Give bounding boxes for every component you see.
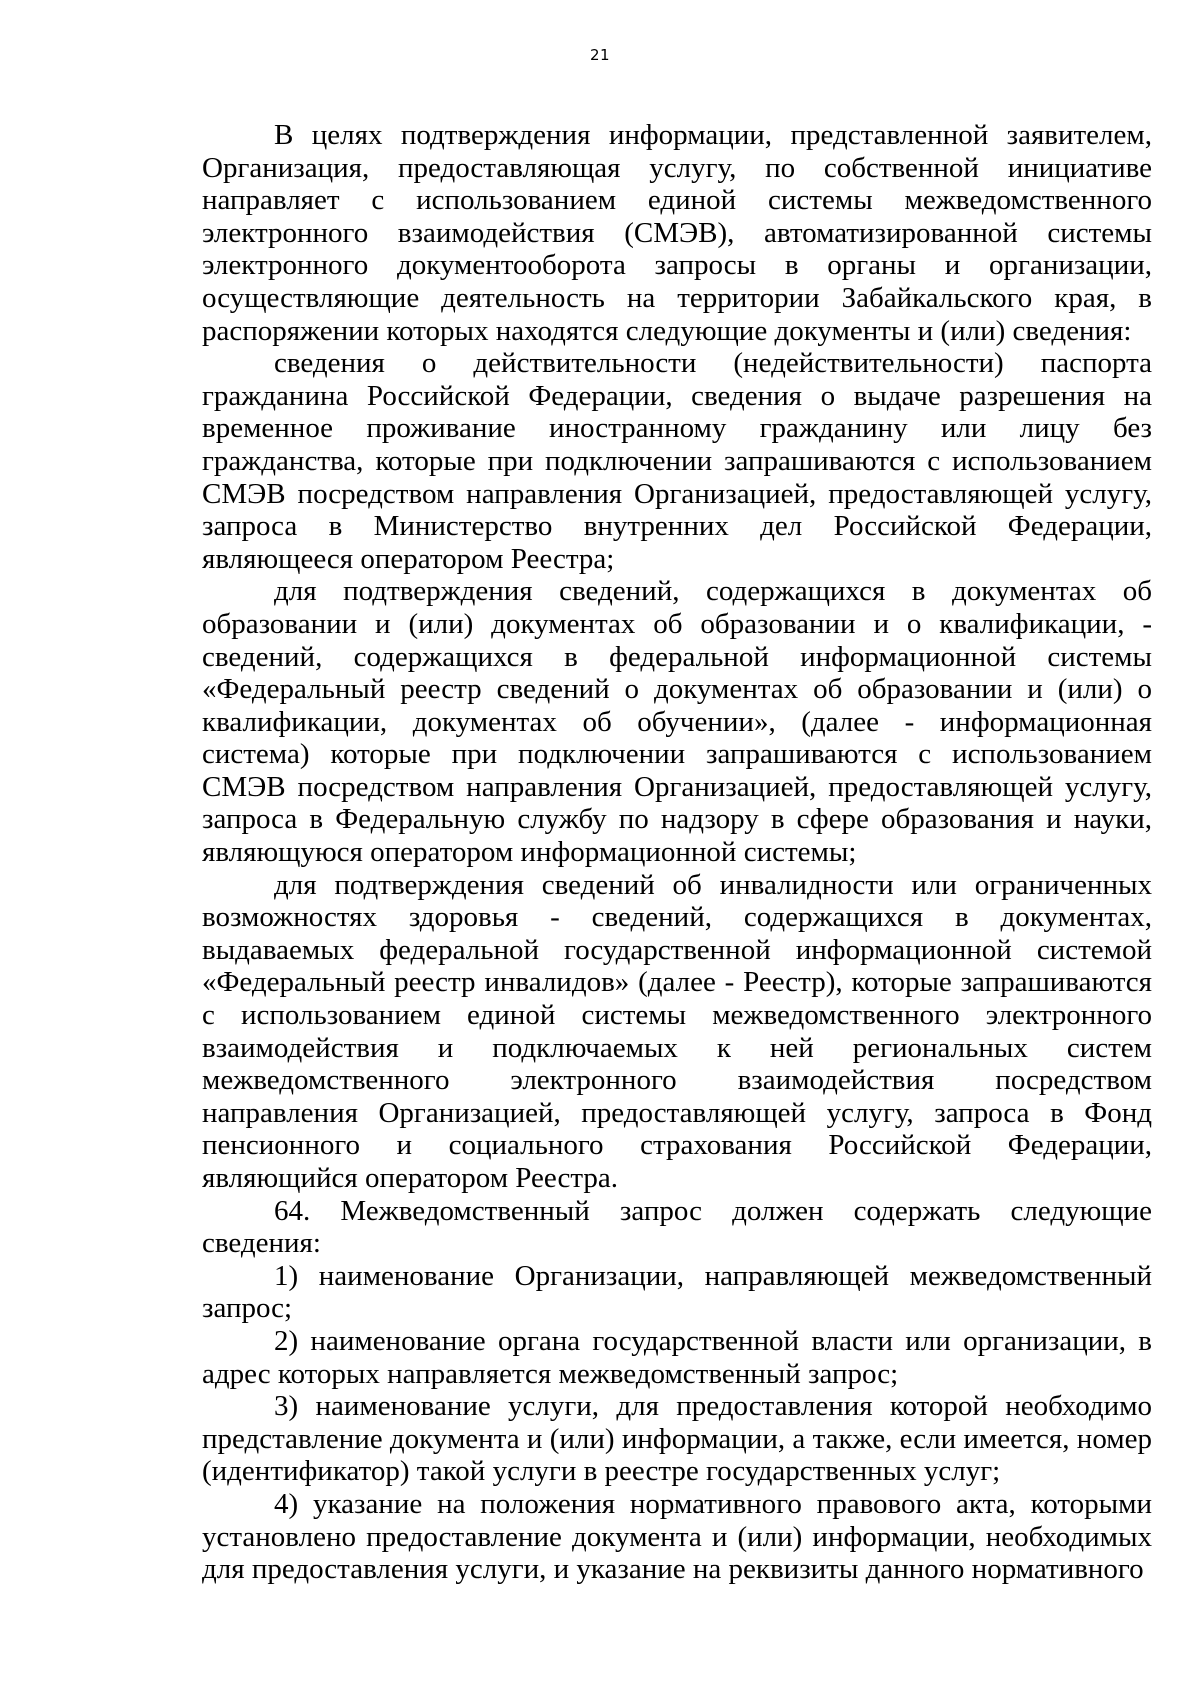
paragraph-64-request-contents: 64. Межведомственный запрос должен содержать следующие сведения:: [202, 1194, 1152, 1260]
paragraph-disability-info: для подтверждения сведений об инвалидности или ограниченных возможностях здоровья - сведений, содержащихся в документах, выдаваемых федеральной государственной информационной системой «Федеральный реестр инвалидов» (далее - Реестр), которые запрашиваются с использованием единой системы межведомственного электронного взаимодействия и подключаемых к ней региональных систем межведомственного электронного взаимодействия посредством направления Организацией, предоставляющей услугу, запроса в Фонд пенсионного и социального страхования Российской Федерации, являющийся оператором Реестра.: [202, 868, 1152, 1194]
page-number: 21: [589, 46, 611, 64]
paragraph-education-info: для подтверждения сведений, содержащихся в документах об образовании и (или) документах об образовании и о квалификации, - сведений, содержащихся в федеральной информационной системы «Федеральный реестр сведений о документах об образовании и (или) о квалификации, документах об обучении», (далее - информационная система) которые при подключении запрашиваются с использованием СМЭВ посредством направления Организацией, предоставляющей услугу, запроса в Федеральную службу по надзору в сфере образования и науки, являющуюся оператором информационной системы;: [202, 575, 1152, 869]
list-item-2: 2) наименование органа государственной власти или организации, в адрес которых направляется межведомственный запрос;: [202, 1324, 1152, 1390]
list-item-4: 4) указание на положения нормативного правового акта, которыми установлено предоставление документа и (или) информации, необходимых для предоставления услуги, и указание на реквизиты данного нормативного: [202, 1487, 1152, 1586]
document-body: [202, 119, 1152, 1586]
list-item-1: 1) наименование Организации, направляющей межведомственный запрос;: [202, 1259, 1152, 1325]
list-item-3: 3) наименование услуги, для предоставления которой необходимо представление документа и (или) информации, а также, если имеется, номер (идентификатор) такой услуги в реестре государственных услуг;: [202, 1390, 1152, 1488]
paragraph-intro: В целях подтверждения информации, представленной заявителем, Организация, предоставляющая услугу, по собственной инициативе направляет с использованием единой системы межведомственного электронного взаимодействия (СМЭВ), автоматизированной системы электронного документооборота запросы в органы и организации, осуществляющие деятельность на территории Забайкальского края, в распоряжении которых находятся следующие документы и (или) сведения:: [202, 119, 1152, 347]
paragraph-passport-info: сведения о действительности (недействительности) паспорта гражданина Российской Федерации, сведения о выдаче разрешения на временное проживание иностранному гражданину или лицу без гражданства, которые при подключении запрашиваются с использованием СМЭВ посредством направления Организацией, предоставляющей услугу, запроса в Министерство внутренних дел Российской Федерации, являющееся оператором Реестра;: [202, 347, 1152, 575]
